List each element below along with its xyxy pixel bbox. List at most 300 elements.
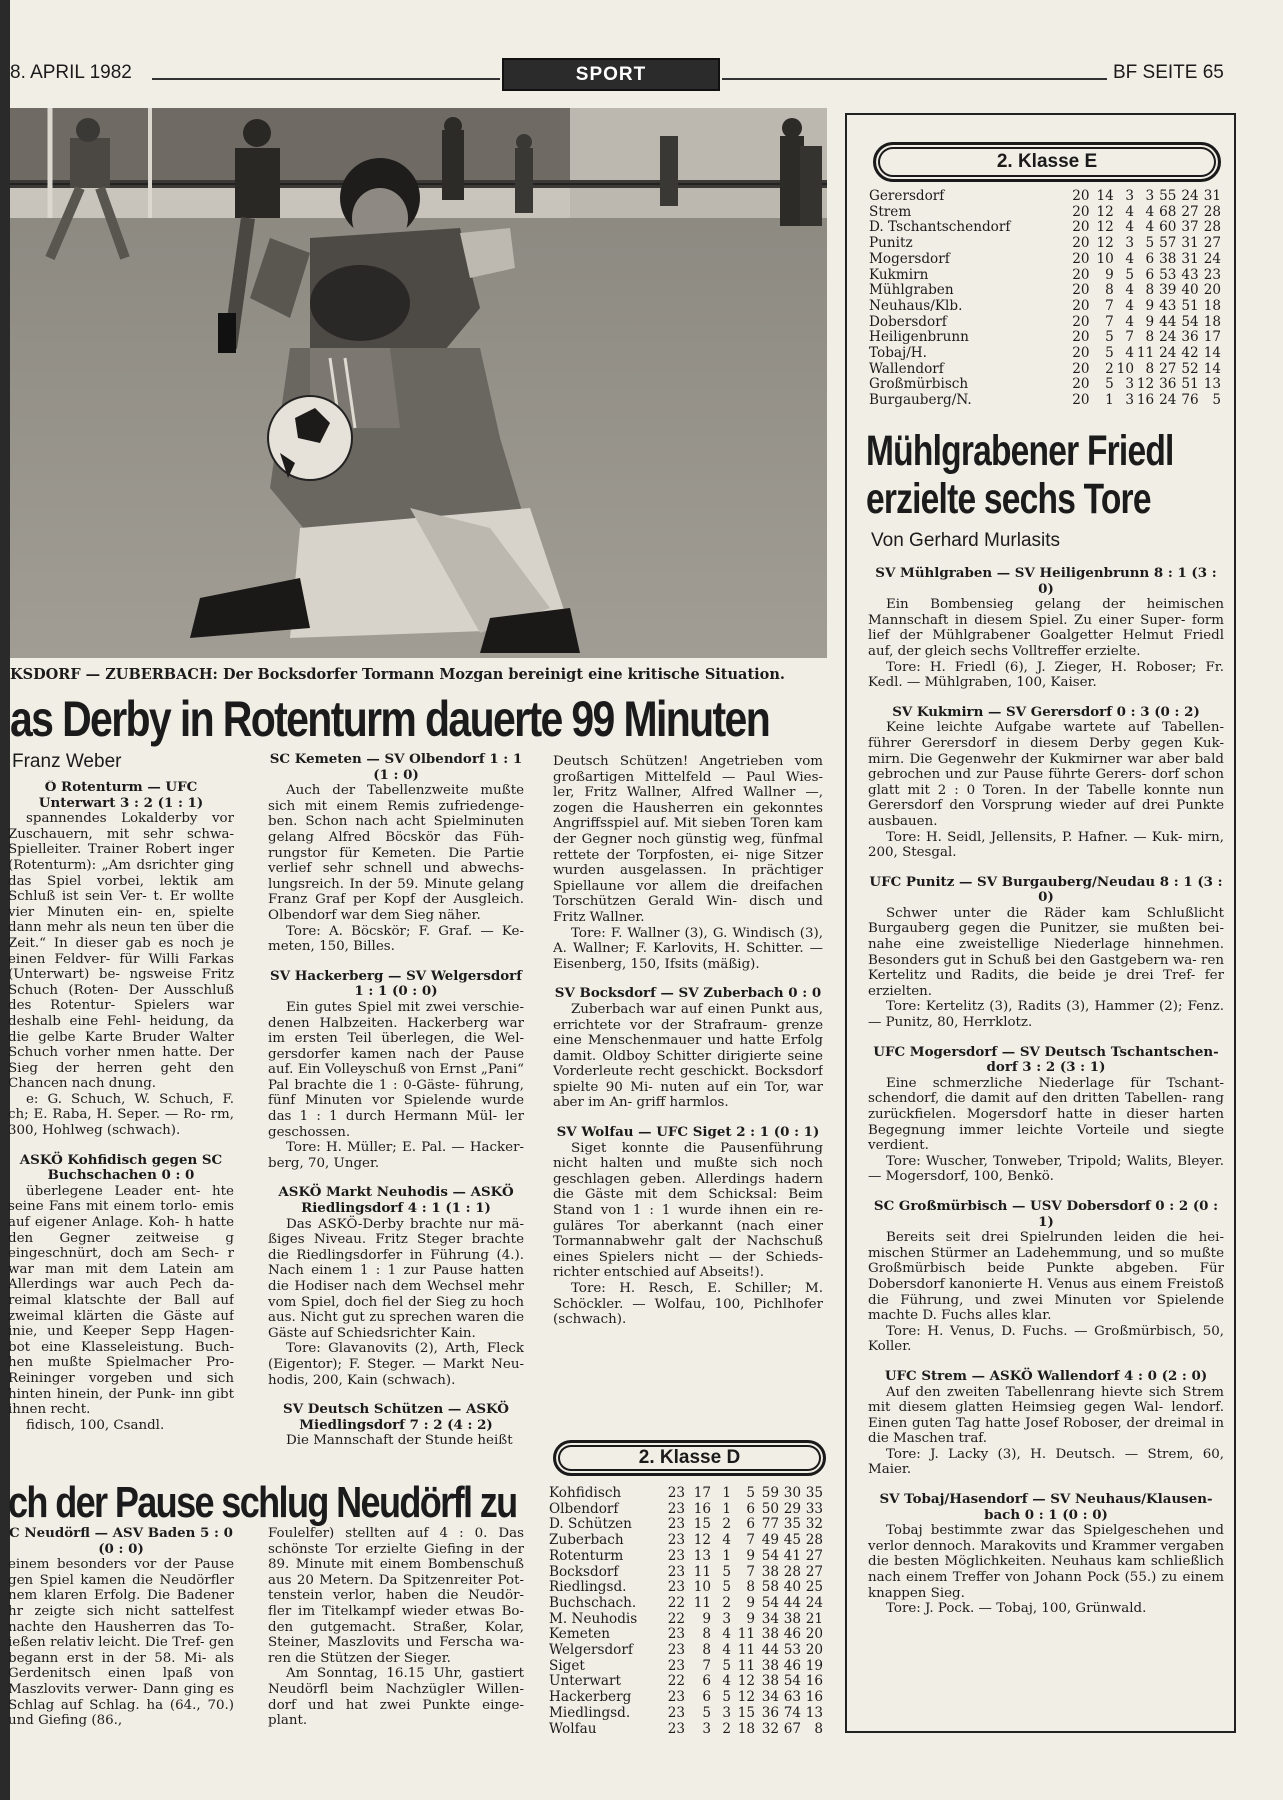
standings-value: 24: [1203, 250, 1221, 267]
standings-value: 9: [702, 1610, 711, 1627]
standings-value: 13: [805, 1704, 823, 1721]
header-rule-right: [722, 78, 1107, 80]
standings-value: 22: [667, 1610, 685, 1627]
standings-value: 23: [667, 1485, 685, 1501]
standings-value: 27: [805, 1547, 823, 1564]
standings-value: 23: [667, 1642, 685, 1659]
standings-value: 20: [1072, 188, 1090, 204]
standings-row: [549, 1596, 823, 1612]
standings-value: 17: [693, 1485, 711, 1501]
standings-value: 24: [805, 1594, 823, 1611]
standings-value: 6: [702, 1673, 711, 1690]
team-name: Buchschach.: [549, 1594, 637, 1611]
standings-value: 4: [1125, 203, 1134, 220]
standings-value: 5: [746, 1485, 755, 1501]
standings-value: 7: [1105, 297, 1114, 314]
standings-value: 3: [722, 1704, 731, 1721]
standings-value: 18: [1203, 313, 1221, 330]
standings-value: 7: [702, 1657, 711, 1674]
standings-value: 8: [746, 1579, 755, 1596]
standings-value: 14: [1203, 345, 1221, 362]
match-report: einem besonders vor der Pause gen Spiel kamen die Neudörfler nem klaren Erfolg. Die Badener hr zeigte sich nicht sattelfest nachte den Hausherren das To- ießen relativ leicht. Die Tref- gen begann erst in der 58. Mi- als Gerdenitsch einen lpaß von Maszlovits verwer- Dann ging es Schlag auf Schlag. ha (64., 70.) und Giefing (86.,: [8, 1557, 234, 1729]
match-report: Auf den zweiten Tabellenrang hievte sich Strem mit diesem glatten Heimsieg gegen Wal- lendorf. Einen guten Tag hatte Josef Roboser, der dreimal in die Maschen traf.: [868, 1384, 1224, 1447]
match-heading: UFC Punitz — SV Burgauberg/Neudau 8 : 1 (3 : 0): [869, 873, 1223, 906]
standings-value: 52: [1181, 360, 1199, 377]
match-heading: ASKÖ Kohfidisch gegen SC Buchschachen 0 : 0: [19, 1151, 223, 1184]
standings-value: 12: [1096, 235, 1114, 252]
standings-value: 5: [702, 1704, 711, 1721]
standings-value: 5: [1212, 392, 1221, 409]
pause-column-2: [268, 1526, 524, 1756]
standings-value: 20: [1072, 250, 1090, 267]
standings-value: 28: [783, 1563, 801, 1580]
standings-value: 20: [1072, 266, 1090, 283]
standings-row: [549, 1659, 823, 1675]
standings-value: 5: [1105, 329, 1114, 346]
standings-value: 3: [1145, 188, 1155, 204]
standings-value: 59: [761, 1485, 779, 1501]
standings-value: 12: [1096, 219, 1114, 236]
standings-value: 44: [1159, 313, 1177, 330]
standings-value: 1: [722, 1547, 731, 1564]
match-report: Tobaj bestimmte zwar das Spielgeschehen und verlor dennoch. Marakovits und Krammer vergaben die besten Möglichkeiten. Neuhaus kam schließlich nach einem Treffer von Johann Pock (55.) zu einem knappen Sieg.: [868, 1523, 1224, 1601]
standings-value: 4: [722, 1532, 731, 1549]
standings-value: 5: [722, 1657, 731, 1674]
standings-value: 4: [1125, 313, 1134, 330]
standings-value: 67: [783, 1720, 801, 1737]
standings-value: 5: [1105, 345, 1114, 362]
standings-row: [549, 1612, 823, 1628]
standings-value: 63: [783, 1689, 801, 1706]
standings-value: 20: [1072, 329, 1090, 346]
standings-value: 40: [1181, 282, 1199, 299]
football-photo: [10, 108, 827, 658]
team-name: D. Tschantschendorf: [869, 219, 1011, 236]
match-scorers: Tore: J. Lacky (3), H. Deutsch. — Strem, 60, Maier.: [868, 1446, 1224, 1478]
standings-row: [869, 268, 1221, 284]
standings-value: 4: [722, 1626, 731, 1643]
match-report: Auch der Tabellenzweite mußte sich mit einem Remis zufriedenge- ben. Schon nach acht Spielminuten gelang Alfred Böcskör das Füh- rungstor für Kemeten. Die Partie verlief sehr schnell und abwechs- lungsreich. In der 59. Minute gelang Franz Graf per Kopf der Ausgleich. Olbendorf war dem Sieg näher.: [268, 783, 524, 923]
standings-value: 41: [783, 1547, 801, 1564]
standings-value: 43: [1181, 266, 1199, 283]
standings-value: 45: [783, 1532, 801, 1549]
standings-row: [549, 1549, 823, 1565]
standings-value: 16: [1136, 392, 1155, 409]
standings-value: 20: [1072, 392, 1090, 409]
standings-value: 36: [1181, 329, 1199, 346]
match-heading: SV Deutsch Schützen — ASKÖ Miedlingsdorf 7 : 2 (4 : 2): [283, 1401, 509, 1433]
standings-value: 1: [722, 1500, 731, 1517]
standings-value: 55: [1159, 188, 1177, 204]
photo-caption: KSDORF — ZUBERBACH: Der Bocksdorfer Tormann Mozgan bereinigt eine kritische Situation.: [10, 666, 785, 683]
standings-value: 22: [667, 1594, 685, 1611]
standings-value: 23: [667, 1626, 685, 1643]
match-scorers: e: G. Schuch, W. Schuch, F. ch; E. Raba, H. Seper. — Ro- rm, 300, Hohlweg (schwach).: [8, 1091, 234, 1139]
standings-row: [869, 189, 1221, 205]
match-report: spannendes Lokalderby vor Zuschauern, mit sehr schwa- Spielleiter. Trainer Robert inger (Rotenturm): „Am dsrichter ging das Spiel vorbei, lektik am Schluß ist sein Ver- t. Er wollte vier Minuten ein- en, spielte dann mehr als neun ten über die Zeit.“ In dieser gab es noch je einen Feldver- für Willi Farkas (Unterwart) be- ngsweise Fritz Schuch (Roten- Der Ausschluß des Rotentur- Spielers war deshalb eine Fehl- heidung, da die gelbe Karte Bruder Walter Schuch vorher nmen hatte. Der Sieg der herren geht den Chancen nach dnung.: [8, 811, 234, 1092]
standings-value: 34: [761, 1610, 779, 1627]
standings-value: 6: [746, 1516, 755, 1533]
match-scorers: Tore: A. Böcskör; F. Graf. — Ke- meten, 150, Billes.: [268, 923, 524, 955]
match-heading: SV Tobaj/Hasendorf — SV Neuhaus/Klausen- bach 0 : 1 (0 : 0): [879, 1491, 1213, 1523]
match-scorers: Tore: J. Pock. — Tobaj, 100, Grünwald.: [886, 1601, 1147, 1617]
standings-value: 23: [667, 1704, 685, 1721]
page-date: 8. APRIL 1982: [10, 62, 132, 83]
standings-value: 42: [1181, 345, 1199, 362]
derby-column-1: [8, 780, 234, 1460]
standings-value: 4: [1145, 219, 1155, 236]
friedl-byline: Von Gerhard Murlasits: [871, 530, 1061, 551]
standings-value: 5: [1145, 235, 1155, 252]
match-report: Zuberbach war auf einen Punkt aus, errichtete vor der Strafraum- grenze eine Menschenmauer und hatte Erfolg damit. Oldboy Schitter dirigierte seine Vorderleute recht geschickt. Bocksdorf spielte 90 Mi- nuten auf ein Tor, war aber im An- griff harmlos.: [553, 1001, 823, 1111]
standings-value: 23: [667, 1563, 685, 1580]
standings-value: 20: [1203, 282, 1221, 299]
match-heading: Ö Rotenturm — UFC Unterwart 3 : 2 (1 : 1): [38, 780, 204, 811]
standings-value: 5: [1105, 376, 1114, 393]
standings-value: 23: [667, 1500, 685, 1517]
standings-value: 46: [783, 1657, 801, 1674]
standings-value: 51: [1181, 297, 1199, 314]
standings-value: 37: [1181, 219, 1199, 236]
standings-value: 74: [783, 1704, 801, 1721]
standings-value: 14: [1096, 188, 1114, 204]
match-scorers: Tore: H. Seidl, Jellensits, P. Hafner. — Kuk- mirn, 200, Stesgal.: [868, 829, 1224, 861]
standings-value: 38: [1159, 250, 1177, 267]
match-scorers: Tore: H. Müller; E. Pal. — Hacker- berg, 70, Unger.: [268, 1140, 524, 1171]
team-name: Neuhaus/Klb.: [869, 297, 963, 314]
match-scorers: Tore: H. Friedl (6), J. Zieger, H. Roboser; Fr. Kedl. — Mühlgraben, 100, Kaiser.: [868, 659, 1224, 691]
standings-value: 20: [805, 1642, 823, 1659]
standings-value: 3: [722, 1610, 731, 1627]
standings-value: 22: [667, 1673, 685, 1690]
friedl-headline-line-1: Mühlgrabener Friedl: [866, 427, 1174, 475]
standings-value: 35: [783, 1516, 801, 1533]
standings-value: 7: [1125, 329, 1134, 346]
match-heading: C Neudörfl — ASV Baden 5 : 0 (0 : 0): [9, 1526, 233, 1557]
standings-value: 38: [761, 1563, 779, 1580]
match-heading: SV Hackerberg — SV Welgersdorf 1 : 1 (0 : 0): [270, 967, 522, 1000]
standings-row: [549, 1643, 823, 1659]
match-report: Deutsch Schützen! Angetrieben vom großartigen Mittelfeld — Paul Wies- ler, Fritz Wallner, Alfred Wallner —, zogen die Hausherren ein gekonntes Angriffsspiel auf. Mit sieben Toren kam der Gegner noch günstig weg, fünfmal rettete der Torpfosten, ei- nige Sitzer wurden ausgelassen. In prächtiger Spiellaune vor allem die dreifachen Torschützen Gerald Win- disch und Fritz Wallner.: [553, 754, 823, 925]
standings-value: 32: [761, 1720, 779, 1737]
match-heading: UFC Mogersdorf — SV Deutsch Tschantschen- dorf 3 : 2 (3 : 1): [873, 1043, 1219, 1076]
standings-value: 9: [746, 1594, 755, 1611]
standings-value: 51: [1181, 376, 1199, 393]
section-label: SPORT: [502, 58, 720, 91]
standings-value: 44: [761, 1642, 779, 1659]
standings-value: 27: [1159, 360, 1177, 377]
team-name: Großmürbisch: [869, 376, 969, 393]
standings-value: 43: [1159, 297, 1177, 314]
standings-value: 76: [1181, 392, 1199, 409]
standings-value: 12: [1136, 376, 1155, 393]
match-heading: SV Mühlgraben — SV Heiligenbrunn 8 : 1 (3 : 0): [875, 566, 1217, 597]
standings-value: 57: [1159, 235, 1177, 252]
standings-value: 38: [761, 1673, 779, 1690]
standings-value: 53: [1159, 266, 1177, 283]
standings-value: 23: [667, 1689, 685, 1706]
standings-value: 38: [761, 1657, 779, 1674]
standings-value: 27: [1181, 203, 1199, 220]
match-report: Die Mannschaft der Stunde heißt: [286, 1433, 513, 1449]
standings-value: 23: [667, 1720, 685, 1737]
standings-value: 53: [783, 1642, 801, 1659]
standings-value: 4: [722, 1642, 731, 1659]
match-report: Ein gutes Spiel mit zwei verschie- denen Halbzeiten. Hackerberg war im ersten Teil überlegen, die Wel- gersdorfer kamen nach der Pause auf. Ein Volleyschuß von Ernst „Pani“ Pal brachte die 1 : 0-Gäste- führung, fünf Minuten vor Spielende wurde das 1 : 1 durch Hermann Mül- ler geschossen.: [268, 999, 524, 1140]
standings-value: 23: [1203, 266, 1221, 283]
standings-value: 30: [783, 1485, 801, 1501]
klasse-d-table: [549, 1486, 823, 1737]
standings-value: 16: [693, 1500, 711, 1517]
match-heading: SC Kemeten — SV Olbendorf 1 : 1 (1 : 0): [269, 752, 523, 783]
standings-value: 16: [805, 1673, 823, 1690]
team-name: Kohfidisch: [549, 1485, 622, 1501]
match-heading: SV Bocksdorf — SV Zuberbach 0 : 0: [554, 985, 822, 1002]
team-name: Kemeten: [549, 1626, 611, 1643]
team-name: Zuberbach: [549, 1532, 624, 1549]
standings-value: 18: [1203, 297, 1221, 314]
standings-value: 58: [761, 1579, 779, 1596]
standings-value: 24: [1159, 392, 1177, 409]
standings-row: [549, 1565, 823, 1581]
standings-value: 5: [722, 1579, 731, 1596]
standings-row: [869, 377, 1221, 393]
team-name: Strem: [869, 203, 912, 220]
standings-value: 27: [805, 1563, 823, 1580]
standings-value: 23: [667, 1547, 685, 1564]
standings-value: 68: [1159, 203, 1177, 220]
standings-value: 31: [1181, 250, 1199, 267]
standings-value: 20: [1072, 297, 1090, 314]
match-scorers: Tore: H. Venus, D. Fuchs. — Großmürbisch, 50, Koller.: [868, 1323, 1224, 1355]
standings-value: 20: [1072, 313, 1090, 330]
standings-value: 33: [805, 1500, 823, 1517]
standings-value: 8: [702, 1626, 711, 1643]
match-report: Am Sonntag, 16.15 Uhr, gastiert Neudörfl beim Nachzügler Willen- dorf und hat zwei Punkte einge- plant.: [268, 1666, 524, 1729]
standings-value: 54: [1181, 313, 1199, 330]
klasse-e-title: 2. Klasse E: [873, 142, 1221, 182]
team-name: Gerersdorf: [869, 188, 945, 204]
standings-value: 6: [746, 1500, 755, 1517]
standings-value: 11: [737, 1642, 755, 1659]
team-name: D. Schützen: [549, 1516, 632, 1533]
standings-value: 23: [667, 1579, 685, 1596]
standings-row: [869, 362, 1221, 378]
standings-value: 12: [693, 1532, 711, 1549]
standings-value: 4: [1125, 282, 1134, 299]
standings-value: 8: [702, 1642, 711, 1659]
standings-value: 36: [761, 1704, 779, 1721]
standings-row: [869, 299, 1221, 315]
standings-row: [869, 205, 1221, 221]
standings-value: 11: [737, 1626, 755, 1643]
friedl-headline: [866, 427, 1174, 523]
standings-value: 4: [722, 1673, 731, 1690]
standings-value: 46: [783, 1626, 801, 1643]
standings-value: 38: [783, 1610, 801, 1627]
match-report: Bereits seit drei Spielrunden leiden die hei- mischen Stürmer an Ladehemmung, und so mußte Großmürbisch beide Punkte abgeben. Für Dobersdorf kanonierte H. Venus aus einem Freistoß die Führung, und zwei Minuten vor Spielende machte D. Fuchs alles klar.: [868, 1230, 1224, 1324]
standings-value: 8: [814, 1720, 823, 1737]
standings-value: 5: [722, 1689, 731, 1706]
standings-value: 11: [693, 1563, 711, 1580]
standings-value: 4: [1125, 345, 1134, 362]
standings-value: 7: [746, 1532, 755, 1549]
standings-row: [869, 220, 1221, 236]
team-name: Siget: [549, 1657, 585, 1674]
standings-row: [869, 330, 1221, 346]
standings-value: 28: [1203, 203, 1221, 220]
page-number: BF SEITE 65: [1113, 62, 1224, 83]
standings-value: 13: [693, 1547, 711, 1564]
standings-value: 20: [1072, 376, 1090, 393]
standings-value: 4: [1125, 219, 1134, 236]
standings-value: 2: [1105, 360, 1114, 377]
team-name: Burgauberg/N.: [869, 392, 972, 409]
standings-value: 2: [722, 1720, 731, 1737]
standings-row: [869, 236, 1221, 252]
standings-value: 10: [1096, 250, 1114, 267]
standings-value: 38: [761, 1626, 779, 1643]
standings-value: 31: [1203, 188, 1221, 204]
team-name: Kukmirn: [869, 266, 929, 283]
standings-value: 10: [1116, 360, 1134, 377]
pause-headline: ch der Pause schlug Neudörfl zu: [8, 1478, 517, 1527]
match-report: Foulelfer) stellten auf 4 : 0. Das schönste Tor erzielte Giefing in der 89. Minute mit einem Bombenschuß aus 20 Metern. Da Spitzenreiter Pot- tenstein verlor, haben die Neudör- fler im Titelkampf wieder etwas Bo- den gutgemacht. Straßer, Kolar, Steiner, Maszlovits und Ferscha wa- ren die Stützen der Sieger.: [268, 1526, 524, 1666]
standings-value: 31: [1181, 235, 1199, 252]
standings-value: 4: [1125, 250, 1134, 267]
standings-row: [549, 1502, 823, 1518]
standings-value: 20: [1072, 282, 1090, 299]
standings-value: 20: [1072, 219, 1090, 236]
standings-value: 10: [693, 1579, 711, 1596]
standings-value: 11: [693, 1594, 711, 1611]
standings-value: 4: [1145, 203, 1155, 220]
team-name: Rotenturm: [549, 1547, 624, 1564]
standings-value: 8: [1145, 360, 1155, 377]
standings-value: 24: [1181, 188, 1199, 204]
standings-value: 12: [1096, 203, 1114, 220]
derby-headline: as Derby in Rotenturm dauerte 99 Minuten: [10, 691, 770, 747]
match-scorers: fidisch, 100, Csandl.: [26, 1417, 165, 1433]
match-report: Ein Bombensieg gelang der heimischen Mannschaft in diesem Spiel. Zu einer Super- form lief der Mühlgrabener Goalgetter Helmut Friedl auf, der gleich sechs Volltreffer erzielte.: [868, 597, 1224, 659]
derby-column-3: [553, 754, 823, 1404]
match-heading: UFC Strem — ASKÖ Wallendorf 4 : 0 (2 : 0): [884, 1367, 1208, 1384]
header-rule-left: [152, 78, 500, 80]
standings-value: 24: [1159, 329, 1177, 346]
standings-row: [549, 1627, 823, 1643]
team-name: M. Neuhodis: [549, 1610, 638, 1627]
standings-value: 9: [746, 1610, 755, 1627]
standings-value: 34: [761, 1689, 779, 1706]
match-heading: SC Großmürbisch — USV Dobersdorf 0 : 2 (0 : 1): [873, 1197, 1219, 1230]
standings-value: 29: [783, 1500, 801, 1517]
team-name: Unterwart: [549, 1673, 621, 1690]
match-report: Eine schmerzliche Niederlage für Tschant- schendorf, die damit auf den dritten Tabellen- rang zurückfielen. Mogersdorf hatte in dieser harten Begegnung immer leichte Vorteile und siegte verdient.: [868, 1075, 1224, 1154]
standings-value: 50: [761, 1500, 779, 1517]
standings-value: 40: [783, 1579, 801, 1596]
team-name: Tobaj/H.: [869, 345, 927, 362]
standings-value: 5: [722, 1563, 731, 1580]
standings-row: [869, 393, 1221, 409]
standings-row: [549, 1706, 823, 1722]
standings-value: 19: [805, 1657, 823, 1674]
team-name: Mühlgraben: [869, 282, 954, 299]
standings-value: 35: [805, 1485, 823, 1501]
standings-value: 9: [1145, 297, 1155, 314]
standings-value: 6: [1145, 266, 1155, 283]
standings-row: [549, 1690, 823, 1706]
match-heading: ASKÖ Markt Neuhodis — ASKÖ Riedlingsdorf 4 : 1 (1 : 1): [278, 1184, 514, 1217]
standings-value: 4: [1125, 297, 1134, 314]
match-report: überlegene Leader ent- hte seine Fans mit einem torlo- emis auf eigener Anlage. Koh- h hatte den Gegner zeitweise g eingeschnürt, doch am Sech- r war man mit dem Latein am Allerdings war auch Pech da- reimal klatschte der Ball auf zweimal klärten die Gäste auf inie, und Keeper Sepp Hagen- bot eine Klasseleistung. Buch- hen mußte Spielmacher Pro- Reininger vorgeben und sich hinten hinein, der Punk- inn gibt ihnen recht.: [8, 1183, 234, 1418]
match-scorers: Tore: H. Resch, E. Schiller; M. Schöckler. — Wolfau, 100, Pichlhofer (schwach).: [553, 1281, 823, 1328]
standings-value: 6: [702, 1689, 711, 1706]
standings-value: 8: [1105, 282, 1114, 299]
standings-value: 21: [805, 1610, 823, 1627]
standings-row: [869, 315, 1221, 331]
standings-value: 28: [1203, 219, 1221, 236]
team-name: Olbendorf: [549, 1500, 619, 1517]
klasse-e-table: [869, 189, 1221, 409]
standings-value: 23: [667, 1657, 685, 1674]
standings-value: 15: [737, 1704, 755, 1721]
match-report: Keine leichte Aufgabe wartete auf Tabellen- führer Gerersdorf in diesem Derby gegen Kuk- mirn. Die Gegenwehr der Kukmirner war aber bald gebrochen und zur Pause führte Gerers- dorf schon glatt mit 2 : 0 Toren. In der Tabelle konnte nun Gerersdorf den Vorsprung wieder auf drei Punkte ausbauen.: [868, 720, 1224, 829]
standings-value: 25: [805, 1579, 823, 1596]
match-report: Das ASKÖ-Derby brachte nur mä- ßiges Niveau. Fritz Steger brachte die Riedlingsdorfer in Führung (4.). Nach einem 1 : 1 zur Pause hatten die Hodiser nach dem Wechsel mehr vom Spiel, doch fiel der Sieg zu hoch aus. Nicht gut zu sprechen waren die Gäste auf Schiedsrichter Kain.: [268, 1216, 524, 1341]
standings-value: 23: [667, 1516, 685, 1533]
standings-value: 49: [761, 1532, 779, 1549]
team-name: Miedlingsd.: [549, 1704, 631, 1721]
standings-value: 9: [1105, 266, 1114, 283]
standings-value: 9: [746, 1547, 755, 1564]
match-heading: SV Kukmirn — SV Gerersdorf 0 : 3 (0 : 2): [892, 703, 1200, 720]
standings-value: 60: [1159, 219, 1177, 236]
standings-row: [549, 1580, 823, 1596]
team-name: Riedlingsd.: [549, 1579, 627, 1596]
standings-row: [549, 1486, 823, 1502]
standings-value: 28: [805, 1532, 823, 1549]
standings-row: [549, 1674, 823, 1690]
standings-value: 9: [1145, 313, 1155, 330]
standings-value: 15: [693, 1516, 711, 1533]
standings-value: 18: [737, 1720, 755, 1737]
standings-value: 12: [737, 1673, 755, 1690]
standings-value: 3: [1125, 188, 1134, 204]
standings-value: 3: [702, 1720, 711, 1737]
match-scorers: Tore: F. Wallner (3), G. Windisch (3), A. Wallner; F. Karlovits, H. Schitter. — Eisenberg, 150, Ifsits (mäßig).: [553, 925, 823, 972]
standings-value: 54: [761, 1594, 779, 1611]
standings-value: 8: [1145, 329, 1155, 346]
standings-value: 27: [1203, 235, 1221, 252]
standings-row: [869, 346, 1221, 362]
team-name: Wolfau: [549, 1720, 597, 1737]
standings-value: 77: [761, 1516, 779, 1533]
standings-value: 39: [1159, 282, 1177, 299]
standings-value: 32: [805, 1516, 823, 1533]
standings-value: 3: [1125, 392, 1134, 409]
match-report: Siget konnte die Pausenführung nicht halten und mußte sich noch geschlagen geben. Allerdings hadern die Gäste mit dem Schicksal: Beim Stand von 1 : 1 wurde ihnen ein re- guläres Tor aberkannt (nach einer Tormannabwehr galt der Nachschuß eines Spielers nicht — der Schieds- richter entschied auf Abseits!).: [553, 1140, 823, 1281]
standings-value: 16: [805, 1689, 823, 1706]
standings-value: 54: [783, 1673, 801, 1690]
standings-value: 7: [746, 1563, 755, 1580]
match-scorers: Tore: Kertelitz (3), Radits (3), Hammer (2); Fenz. — Punitz, 80, Herrklotz.: [868, 999, 1224, 1031]
standings-value: 54: [761, 1547, 779, 1564]
team-name: Bocksdorf: [549, 1563, 619, 1580]
pause-column-1: [8, 1526, 234, 1756]
standings-value: 12: [737, 1689, 755, 1706]
team-name: Welgersdorf: [549, 1642, 633, 1659]
standings-value: 6: [1145, 250, 1155, 267]
